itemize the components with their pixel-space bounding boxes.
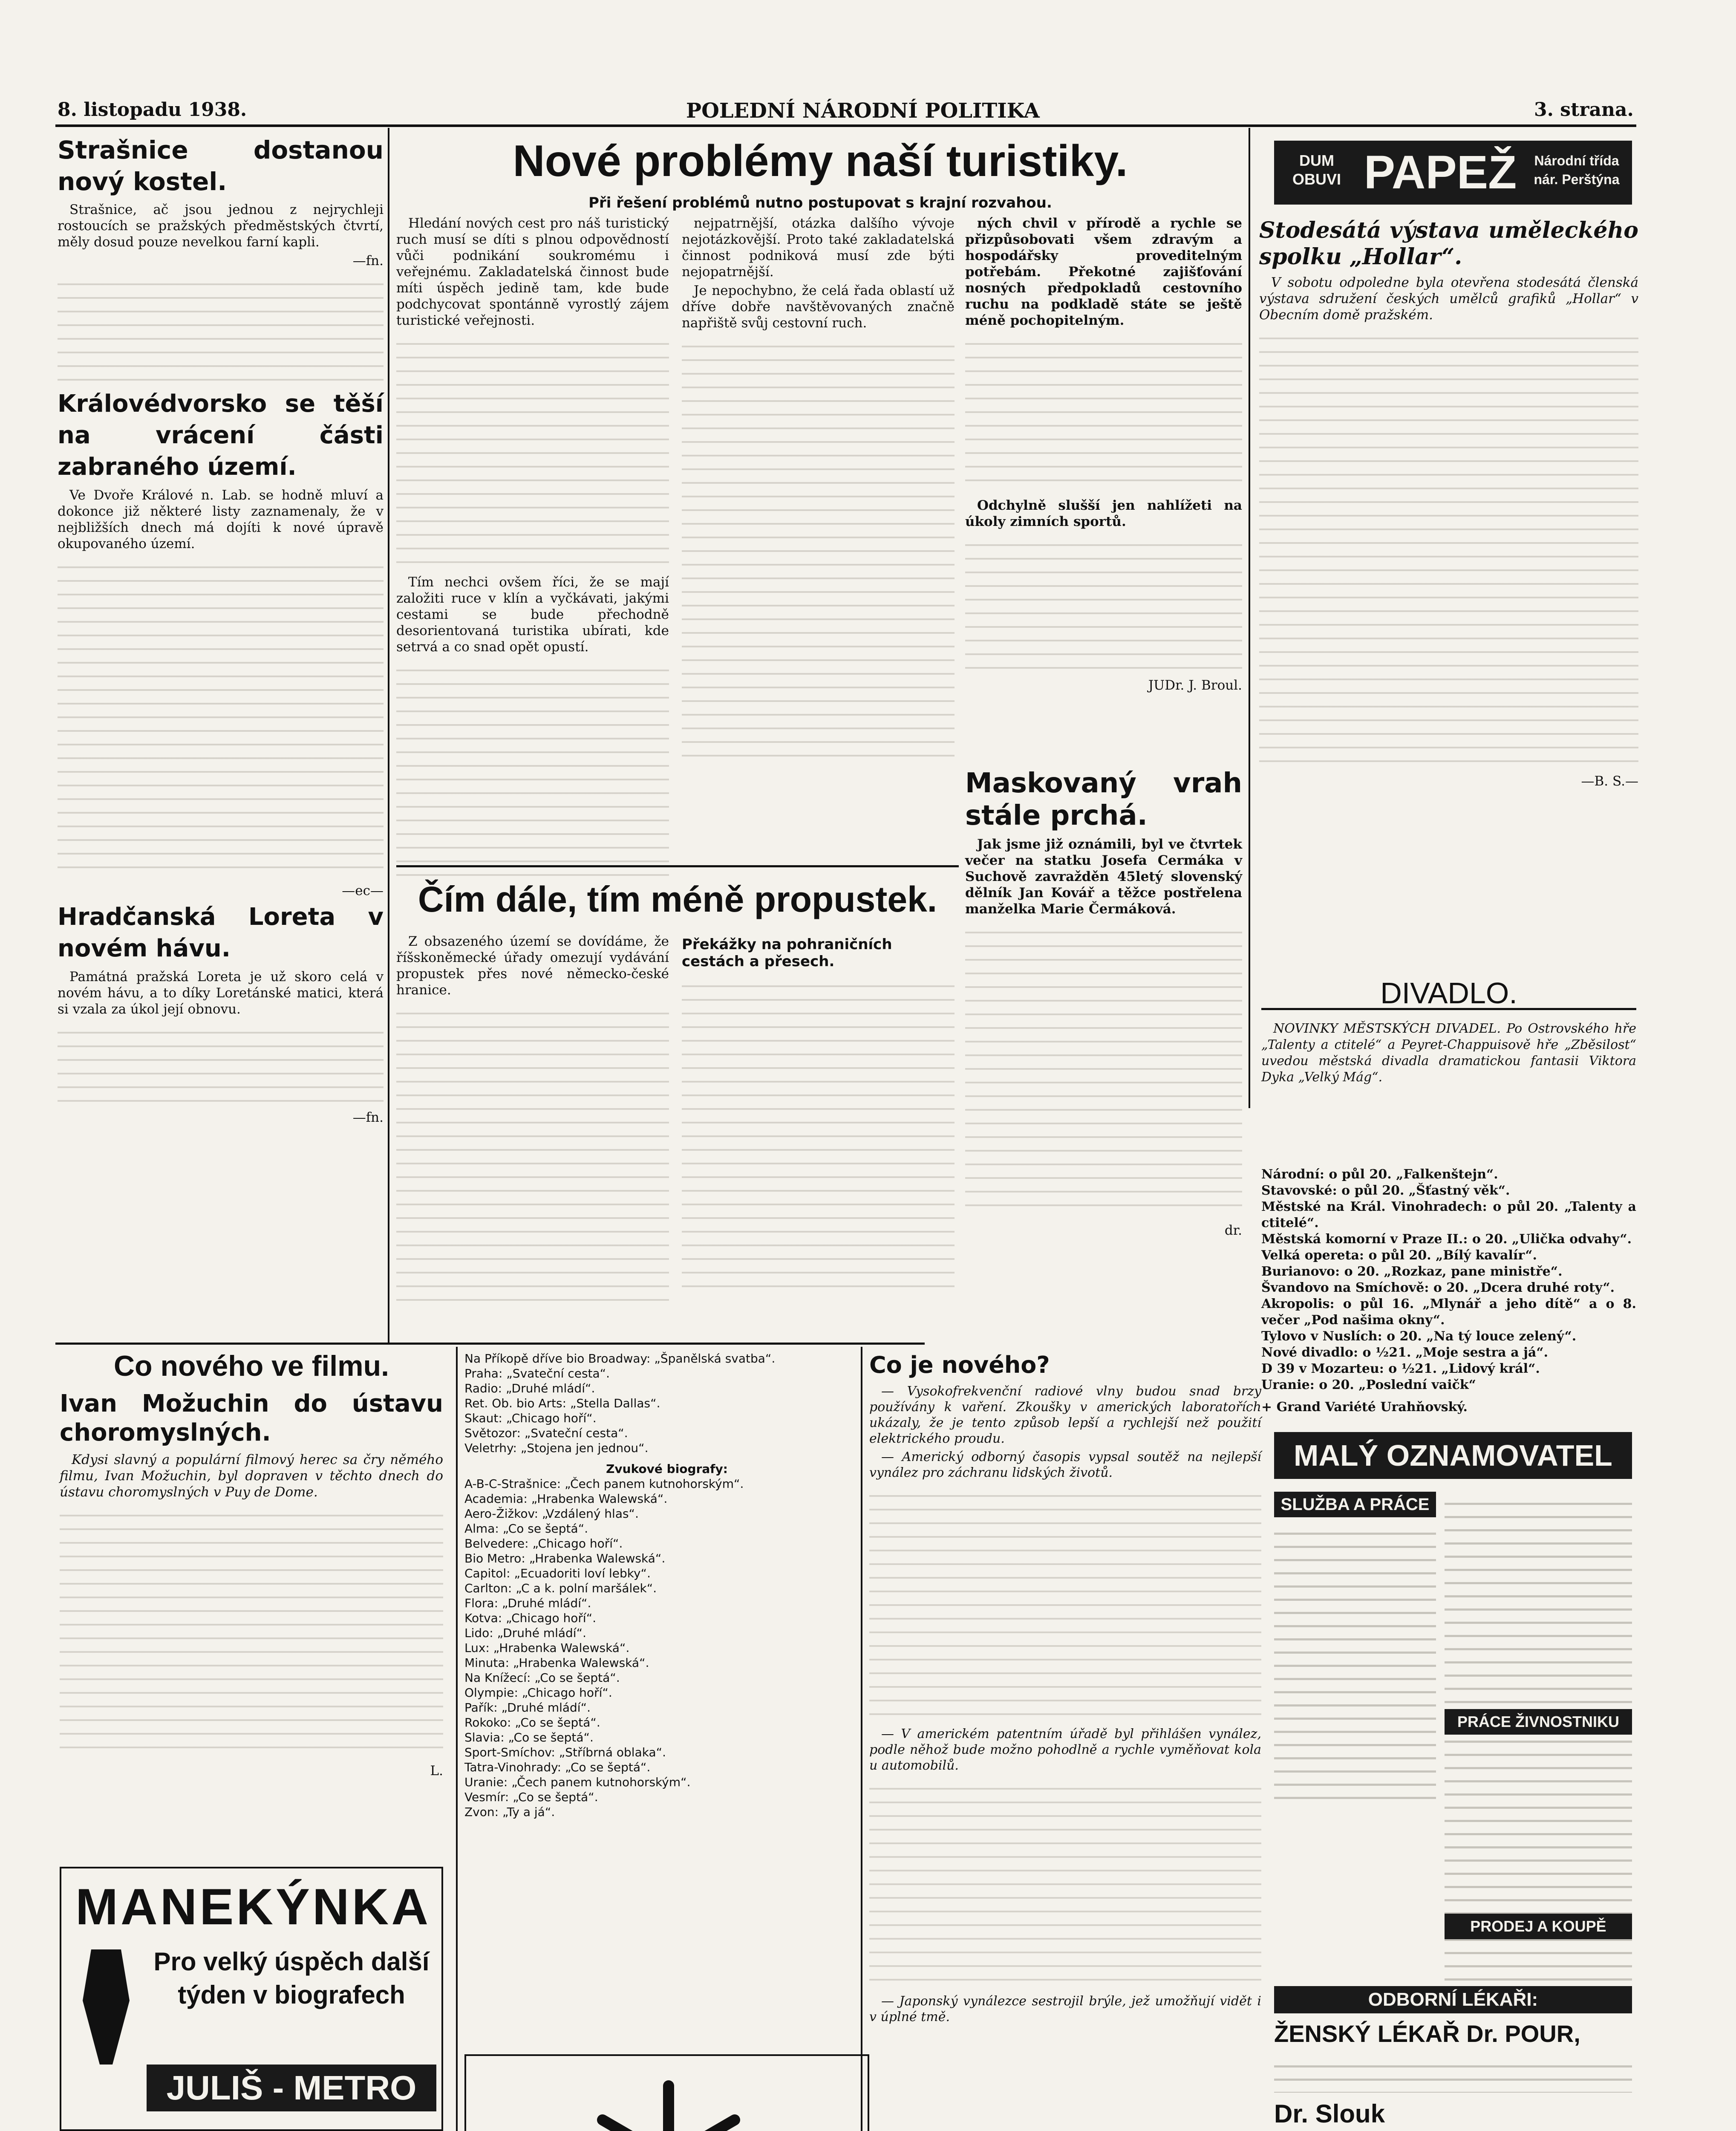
program-item: Kotva: „Chicago hoří“. bbox=[464, 1611, 597, 1625]
co-je-noveho-column bbox=[869, 1351, 1261, 2131]
left-column bbox=[58, 134, 384, 1340]
headline-co-je-noveho: Co je nového? bbox=[869, 1351, 1050, 1378]
program-item: Minuta: „Hrabenka Walewská“. bbox=[464, 1656, 649, 1670]
article-loreta-text: Památná pražská Loreta je už skoro celá v novém hávu, a to díky Loretánské matici, která si vzala za úkol její obnovu. bbox=[58, 969, 384, 1017]
program-item: Slavia: „Co se šeptá“. bbox=[464, 1730, 594, 1744]
program-item: Ret. Ob. bio Arts: „Stella Dallas“. bbox=[464, 1396, 660, 1410]
text-block-filler bbox=[396, 658, 669, 879]
program-item: Alma: „Co se šeptá“. bbox=[464, 1522, 588, 1536]
odborni-lekari-banner: ODBORNÍ LÉKAŘI: bbox=[1274, 1986, 1632, 2013]
program-item: Na Knížecí: „Co se šeptá“. bbox=[464, 1671, 620, 1685]
text-block-filler bbox=[965, 920, 1242, 1218]
divadlo-listing: Akropolis: o půl 16. „Mlynář a jeho dítě“ a o 8. večer „Pod našima okny“. bbox=[1261, 1297, 1636, 1328]
main-col3-para: ných chvil v přírodě a rychle se přizpůsobovati všem zdravým a hospodářsky proveditelným potřebám. Překotné zajišťování nosných předpokladů cestovního ruchu na podkladě státe se ještě méně pochopitelným. bbox=[965, 216, 1242, 328]
prace-banner: PRÁCE ŽIVNOSTNIKU bbox=[1445, 1709, 1632, 1735]
divadlo-section bbox=[1261, 1021, 1636, 1415]
ad-papez-address: Národní třída nár. Perštýna bbox=[1534, 153, 1620, 187]
article-strasnice-text: Strašnice, ač jsou jednou z nejrychleji rostoucích se pražských předměstských čtvrtí, měly dosud pouze nevelkou farní kapli. bbox=[58, 202, 384, 250]
program-item: Aero-Žižkov: „Vzdálený hlas“. bbox=[464, 1507, 639, 1521]
divadlo-text: NOVINKY MĚSTSKÝCH DIVADEL. Po Ostrovského hře „Talenty a ctitelé“ a Peyret-Chappuisově hře „Zběsilost“ uvedou městská divadla dramatickou fantasii Viktora Dyka „Velký Mág“. bbox=[1261, 1021, 1636, 1085]
article-strasnice-sign: —fn. bbox=[352, 253, 384, 269]
program-item: Na Příkopě dříve bio Broadway: „Španělská svatba“. bbox=[464, 1351, 776, 1366]
program-item: Rokoko: „Co se šeptá“. bbox=[464, 1715, 600, 1730]
newspaper-title: POLEDNÍ NÁRODNÍ POLITIKA bbox=[686, 99, 1040, 123]
program-item: Radio: „Druhé mládí“. bbox=[464, 1381, 595, 1395]
text-block-filler bbox=[396, 331, 669, 570]
main-col1-para: Tím nechci ovšem říci, že se mají založiti ruce v klín a vyčkávati, jakými cestami se bude přechodně desorientovaná turistika ubírati, kde setrvá a co snad opět opustí. bbox=[396, 575, 669, 655]
article-loreta-sign: —fn. bbox=[352, 1110, 384, 1125]
program-item: Academia: „Hrabenka Walewská“. bbox=[464, 1492, 668, 1506]
headline-maskovany: Maskovaný vrah stále prchá. bbox=[965, 768, 1242, 832]
program-item: Uranie: „Čech panem kutnohorským“. bbox=[464, 1775, 691, 1789]
ad-manekynka bbox=[60, 1867, 443, 2131]
slouk-ad: Dr. Slouk bbox=[1274, 2099, 1385, 2128]
program-item: Praha: „Svateční cesta“. bbox=[464, 1366, 610, 1380]
main-col2-para: Je nepochybno, že celá řada oblastí už dříve dobře navštěvovaných značně napřiště svůj cestovní ruch. bbox=[682, 283, 955, 331]
main-col3-para: Odchylně slušší jen nahlížeti na úkoly zimních sportů. bbox=[965, 498, 1242, 529]
main-col-2 bbox=[682, 215, 955, 859]
sluzba-banner: SLUŽBA A PRÁCE bbox=[1274, 1492, 1436, 1517]
classifieds-filler bbox=[1274, 1522, 1436, 1803]
headline-mozuchin: Ivan Možuchin do ústavu choromyslných. bbox=[60, 1390, 443, 1447]
page-number: 3. strana. bbox=[1534, 99, 1634, 121]
column-rule bbox=[1249, 128, 1250, 1108]
program-item: Lido: „Druhé mládí“. bbox=[464, 1626, 586, 1640]
divadlo-listing: Uranie: o 20. „Poslední vaičk“ bbox=[1261, 1377, 1476, 1392]
divadlo-listing: D 39 v Mozarteu: o ½21. „Lidový král“. bbox=[1261, 1361, 1540, 1376]
programs-sound-heading: Zvukové biografy: bbox=[606, 1462, 728, 1476]
column-rule bbox=[456, 1347, 458, 2131]
snowflake-icon bbox=[530, 2069, 807, 2131]
maskovany-text: Jak jsme již oznámili, byl ve čtvrtek večer na statku Josefa Cermáka v Suchově zavražděn 45letý slovenský dělník Jan Kovář a těžce postřelena manželka Marie Čermáková. bbox=[965, 837, 1242, 917]
section-rule bbox=[55, 1343, 925, 1345]
program-item: Flora: „Druhé mládí“. bbox=[464, 1596, 591, 1610]
film-heading: Co nového ve filmu. bbox=[113, 1350, 389, 1382]
hollar-text: V sobotu odpoledne byla otevřena stodesátá členská výstava sdružení českých umělců grafiků „Hollar“ v Obecním domě pražském. bbox=[1259, 275, 1638, 323]
text-block-filler bbox=[60, 1503, 443, 1759]
main-col-1 bbox=[396, 215, 669, 859]
divadlo-listing: Národní: o půl 20. „Falkenštejn“. bbox=[1261, 1167, 1498, 1182]
program-item: Tatra-Vinohrady: „Co se šeptá“. bbox=[464, 1760, 651, 1774]
main-col1-para: Hledání nových cest pro náš turistický ruch musí se díti s plnou odpovědností vůči podnikání soukromému i veřejnému. Zakladatelská činnost bude míti úspěch jedině tam, kde bude podchycovat spontánně vyrostlý zájem turistické veřejnosti. bbox=[396, 216, 669, 328]
ad-papez-dum: DUM OBUVI bbox=[1292, 152, 1341, 188]
divadlo-listing: Městské na Král. Vinohradech: o půl 20. „Talenty a ctitelé“. bbox=[1261, 1199, 1636, 1230]
text-block-filler bbox=[58, 1020, 384, 1105]
text-block-filler bbox=[869, 1776, 1261, 1989]
divadlo-listing: Stavovské: o půl 20. „Šťastný věk“. bbox=[1261, 1183, 1510, 1198]
main-headline: Nové problémy naší turistiky. bbox=[513, 136, 1128, 186]
cim-dale-subhead: Překážky na pohraničních cestách a přesech. bbox=[682, 936, 892, 970]
novinka-item: — Japonský vynálezce sestrojil brýle, jež umožňují vidět i v úplné tmě. bbox=[869, 1994, 1261, 2024]
program-item: A-B-C-Strašnice: „Čech panem kutnohorským“. bbox=[464, 1477, 744, 1491]
text-block-filler bbox=[869, 1483, 1261, 1722]
program-item: Veletrhy: „Stojena jen jednou“. bbox=[464, 1441, 649, 1455]
divadlo-listing: Tylovo v Nuslích: o 20. „Na tý louce zelený“. bbox=[1261, 1329, 1577, 1344]
program-item: Světozor: „Svateční cesta“. bbox=[464, 1426, 628, 1440]
main-col2-para: nejpatrnější, otázka dalšího vývoje nejotázkovější. Proto také zakladatelská činnost podniková musí zde býti nejopatrnější. bbox=[682, 216, 955, 280]
cim-dale-text: Z obsazeného území se dovídáme, že říšskoněmecké úřady omezují vydávání propustek přes nové německo-české hranice. bbox=[396, 934, 669, 998]
divadlo-listing: Burianovo: o 20. „Rozkaz, pane ministře“. bbox=[1261, 1264, 1563, 1279]
prodej-banner: PRODEJ A KOUPĚ bbox=[1445, 1914, 1632, 1939]
figure-icon bbox=[74, 1941, 138, 2069]
headline-loreta: Hradčanská Loreta v novém hávu. bbox=[58, 903, 384, 962]
ad-papez-name: PAPEŽ bbox=[1364, 146, 1517, 199]
main-col-3 bbox=[965, 215, 1242, 761]
headline-cim-dale: Čím dále, tím méně propustek. bbox=[418, 879, 937, 919]
headline-kralovedvorsko: Královédvorsko se těší na vrácení části zabraného území. bbox=[58, 390, 384, 481]
hollar-sign: —B. S.— bbox=[1581, 774, 1638, 789]
header-rule bbox=[55, 124, 1636, 127]
program-item: Olympie: „Chicago hoří“. bbox=[464, 1686, 612, 1700]
pour-ad: ŽENSKÝ LÉKAŘ Dr. POUR, bbox=[1274, 2020, 1580, 2047]
text-block-filler bbox=[965, 532, 1242, 673]
text-block-filler bbox=[965, 331, 1242, 493]
program-item: Skaut: „Chicago hoří“. bbox=[464, 1411, 597, 1425]
right-column-top bbox=[1259, 217, 1638, 980]
program-item: Capitol: „Ecuadoriti loví lebky“. bbox=[464, 1566, 651, 1580]
text-block-filler bbox=[682, 973, 955, 1297]
text-block-filler bbox=[396, 1001, 669, 1308]
program-item: Carlton: „C a k. polní maršálek“. bbox=[464, 1581, 657, 1595]
divadlo-listing: Městská komorní v Praze II.: o 20. „Ulička odvahy“. bbox=[1261, 1232, 1632, 1247]
maskovany-article bbox=[965, 767, 1242, 1321]
headline-hollar: Stodesátá výstava uměleckého spolku „Hollar“. bbox=[1259, 217, 1638, 270]
program-item: Lux: „Hrabenka Walewská“. bbox=[464, 1641, 630, 1655]
column-rule bbox=[388, 128, 389, 1343]
ad-papez bbox=[1274, 141, 1632, 205]
divadlo-listing: Švandovo na Smíchově: o 20. „Dcera druhé roty“. bbox=[1261, 1280, 1615, 1295]
text-block-filler bbox=[1259, 326, 1638, 769]
ad-manekynka-title: MANEKÝNKA bbox=[75, 1878, 431, 1935]
article-kralovedvorsko-text: Ve Dvoře Králové n. Lab. se hodně mluví a dokonce již některé listy zaznamenaly, že v nejbližších dnech má dojíti k nové úpravě okupovaného území. bbox=[58, 488, 384, 552]
program-item: Pařík: „Druhé mládí“. bbox=[464, 1701, 591, 1715]
film-column bbox=[60, 1389, 443, 1854]
divadlo-listing: Velká opereta: o půl 20. „Bílý kavalír“. bbox=[1261, 1248, 1537, 1263]
main-subhead: Při řešení problémů nutno postupovat s krajní rozvahou. bbox=[588, 194, 1052, 211]
cim-dale-col-1 bbox=[396, 933, 669, 1317]
program-item: Belvedere: „Chicago hoří“. bbox=[464, 1536, 623, 1551]
grand-variete: + Grand Variété Urahňovský. bbox=[1261, 1400, 1468, 1415]
program-item: Zvon: „Ty a já“. bbox=[464, 1805, 555, 1819]
section-rule bbox=[396, 865, 959, 867]
page-date: 8. listopadu 1938. bbox=[58, 99, 247, 121]
maskovany-sign: dr. bbox=[1224, 1223, 1242, 1238]
divadlo-heading: DIVADLO. bbox=[1261, 976, 1636, 1010]
program-item: Bio Metro: „Hrabenka Walewská“. bbox=[464, 1551, 666, 1565]
text-block-filler bbox=[682, 334, 955, 760]
article-kralovedvorsko-sign: —ec— bbox=[342, 883, 384, 898]
ad-julis-metro: JULIŠ - METRO bbox=[147, 2065, 436, 2111]
main-article-author: JUDr. J. Broul. bbox=[1148, 678, 1242, 693]
mozuchin-text: Kdysi slavný a populární filmový herec sa čry němého filmu, Ivan Možuchin, byl dopraven v těchto dnech do ústavu choromyslných v Puy de Dome. bbox=[60, 1452, 443, 1500]
mozuchin-sign: L. bbox=[430, 1763, 443, 1779]
maly-oznamovatel-banner: MALÝ OZNAMOVATEL bbox=[1274, 1432, 1632, 1479]
classifieds-filler bbox=[1274, 2054, 1632, 2093]
text-block-filler bbox=[58, 554, 384, 878]
column-rule bbox=[861, 1347, 862, 2131]
headline-strasnice: Strašnice dostanou nový kostel. bbox=[58, 136, 384, 196]
novinka-item: — V americkém patentním úřadě byl přihlášen vynález, podle něhož bude možno pohodlně a rychle vyměňovat kola u automobilů. bbox=[869, 1727, 1261, 1773]
programs-middle bbox=[464, 1351, 869, 2041]
novinka-item: — Vysokofrekvenční radiové vlny budou snad brzy používány k vaření. Zkoušky v amerických laboratořích ukázaly, že je tento způsob lepší a rychlejší než použití elektrického proudu. bbox=[869, 1384, 1261, 1446]
divadlo-listing: Nové divadlo: o ½21. „Moje sestra a já“. bbox=[1261, 1345, 1549, 1360]
classifieds-filler bbox=[1445, 1492, 1632, 1982]
cim-dale-col-2 bbox=[682, 933, 955, 1317]
novinka-item: — Americký odborný časopis vypsal soutěž na nejlepší vynález pro záchranu lidských životů. bbox=[869, 1450, 1261, 1480]
program-item: Vesmír: „Co se šeptá“. bbox=[464, 1790, 598, 1804]
ad-manekynka-sub: Pro velký úspěch další týden v biografech bbox=[153, 1947, 430, 2009]
ad-sonja-henje bbox=[464, 2054, 869, 2131]
text-block-filler bbox=[58, 271, 384, 382]
program-item: Sport-Smíchov: „Stříbrná oblaka“. bbox=[464, 1745, 666, 1759]
